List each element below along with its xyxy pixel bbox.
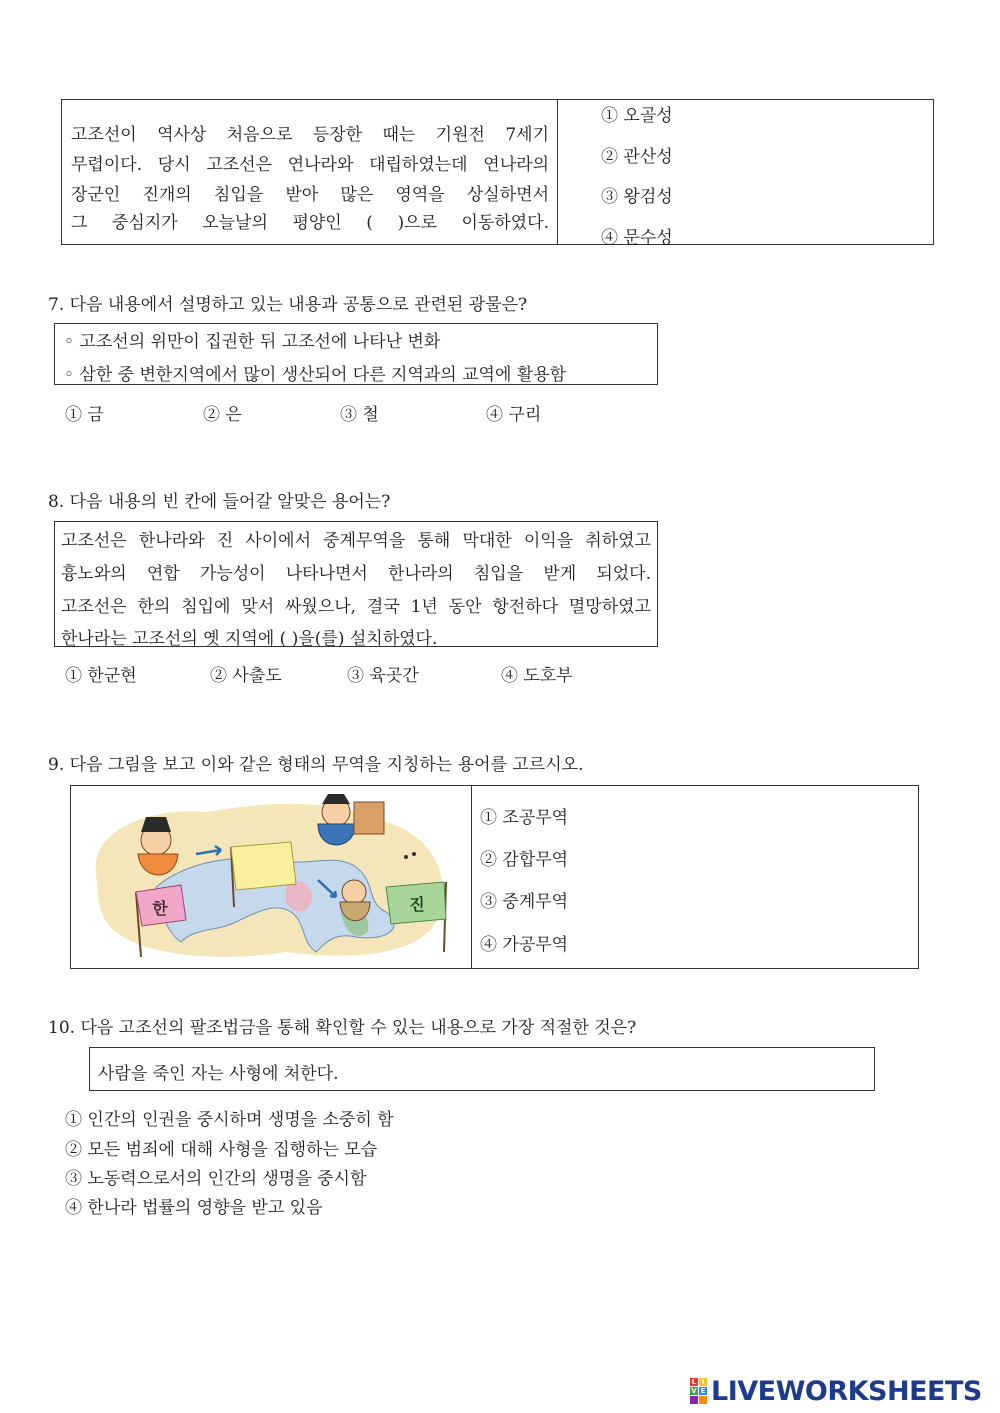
q6-option-4[interactable]: ④ 문수성 (601, 228, 673, 248)
q9-option-4[interactable]: ④ 가공무역 (480, 935, 569, 955)
logo-text: LIVEWORKSHEETS (711, 1375, 982, 1407)
trade-map-illustration (86, 792, 456, 962)
q8-option-3[interactable]: ③ 육곳간 (347, 666, 419, 686)
q7-box (54, 323, 658, 385)
q10-option-1[interactable]: ① 인간의 인권을 중시하며 생명을 소중히 함 (65, 1110, 394, 1130)
flag-label-jin: 진 (409, 895, 425, 914)
q6-option-2[interactable]: ② 관산성 (601, 147, 673, 167)
logo-badge-icon: L I V E (690, 1378, 707, 1404)
q10-option-2[interactable]: ② 모든 범죄에 대해 사형을 집행하는 모습 (65, 1140, 378, 1160)
q8-option-2[interactable]: ② 사출도 (210, 666, 282, 686)
q9-option-2[interactable]: ② 감합무역 (480, 850, 569, 870)
q7-option-1[interactable]: ① 금 (65, 405, 104, 425)
q8-passage-line: 흉노와의 연합 가능성이 나타나면서 한나라의 침입을 받게 되었다. (61, 564, 651, 584)
q7-option-4[interactable]: ④ 구리 (486, 405, 542, 425)
q10-law-box (89, 1047, 875, 1091)
q9-option-1[interactable]: ① 조공무역 (480, 808, 569, 828)
q6-passage-line: 무렵이다. 당시 고조선은 연나라와 대립하였는데 연나라의 (71, 155, 549, 175)
q7-title: 7. 다음 내용에서 설명하고 있는 내용과 공통으로 관련된 광물은? (48, 295, 528, 315)
q6-passage-line: 고조선이 역사상 처음으로 등장한 때는 기원전 7세기 (71, 125, 549, 145)
q9-divider (471, 786, 472, 968)
q8-box (54, 521, 658, 647)
q6-passage-line: 장군인 진개의 침입을 받아 많은 영역을 상실하면서 (71, 185, 549, 205)
q7-item: ◦ 고조선의 위만이 집권한 뒤 고조선에 나타난 변화 (64, 332, 441, 352)
liveworksheets-logo[interactable] (690, 1376, 982, 1406)
q9-option-3[interactable]: ③ 중계무역 (480, 892, 569, 912)
q7-item: ◦ 삼한 중 변한지역에서 많이 생산되어 다른 지역과의 교역에 활용함 (64, 365, 567, 385)
q6-passage-line: 그 중심지가 오늘날의 평양인 ( )으로 이동하였다. (71, 213, 549, 233)
q9-title: 9. 다음 그림을 보고 이와 같은 형태의 무역을 지칭하는 용어를 고르시오. (48, 755, 584, 775)
q6-option-3[interactable]: ③ 왕검성 (601, 187, 673, 207)
q6-table (61, 99, 934, 245)
q10-option-3[interactable]: ③ 노동력으로서의 인간의 생명을 중시함 (65, 1169, 367, 1189)
q8-option-1[interactable]: ① 한군현 (65, 666, 137, 686)
q7-option-3[interactable]: ③ 철 (340, 405, 379, 425)
q10-title: 10. 다음 고조선의 팔조법금을 통해 확인할 수 있는 내용으로 가장 적절한 것은? (48, 1018, 637, 1038)
q8-passage-line: 고조선은 한나라와 진 사이에서 중계무역을 통해 막대한 이익을 취하였고 (61, 531, 651, 551)
trade-map-svg (86, 792, 456, 962)
q8-option-4[interactable]: ④ 도호부 (501, 666, 573, 686)
flag-label-han: 한 (152, 899, 168, 918)
q10-option-4[interactable]: ④ 한나라 법률의 영향을 받고 있음 (65, 1198, 323, 1218)
q7-option-2[interactable]: ② 은 (203, 405, 242, 425)
q6-divider (557, 100, 558, 244)
q8-passage-line: 한나라는 고조선의 옛 지역에 ( )을(를) 설치하였다. (61, 629, 438, 649)
q8-title: 8. 다음 내용의 빈 칸에 들어갈 알맞은 용어는? (48, 492, 391, 512)
q8-passage-line: 고조선은 한의 침입에 맞서 싸웠으나, 결국 1년 동안 항전하다 멸망하였고 (61, 597, 651, 617)
q6-option-1[interactable]: ① 오골성 (601, 106, 673, 126)
q10-law-text: 사람을 죽인 자는 사형에 처한다. (98, 1064, 339, 1084)
